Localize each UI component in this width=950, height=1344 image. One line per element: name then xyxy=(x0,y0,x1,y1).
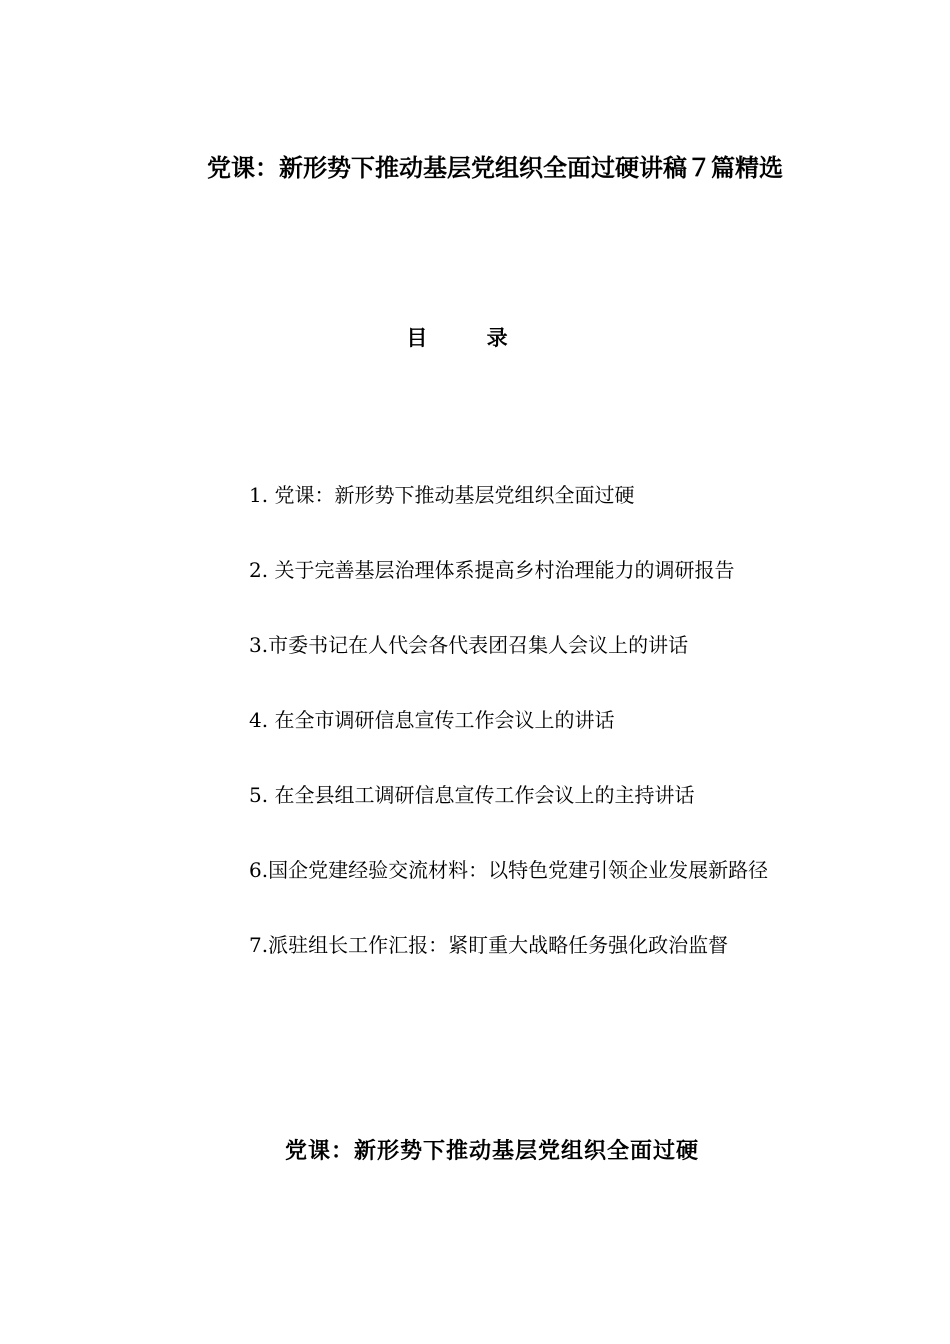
document-title: 党课：新形势下推动基层党组织全面过硬讲稿７篇精选 xyxy=(207,154,783,182)
toc-item-3: 3.市委书记在人代会各代表团召集人会议上的讲话 xyxy=(249,633,689,657)
toc-item-2: 2. 关于完善基层治理体系提高乡村治理能力的调研报告 xyxy=(249,558,735,582)
table-of-contents xyxy=(249,478,768,1003)
toc-item-6: 6.国企党建经验交流材料：以特色党建引领企业发展新路径 xyxy=(249,858,769,882)
toc-item-5: 5. 在全县组工调研信息宣传工作会议上的主持讲话 xyxy=(249,783,695,807)
toc-item-1: 1. 党课：新形势下推动基层党组织全面过硬 xyxy=(249,483,635,507)
section-title: 党课：新形势下推动基层党组织全面过硬 xyxy=(285,1138,700,1164)
toc-item-7: 7.派驻组长工作汇报：紧盯重大战略任务强化政治监督 xyxy=(249,933,729,957)
toc-heading: 目 录 xyxy=(406,326,534,350)
toc-item-4: 4. 在全市调研信息宣传工作会议上的讲话 xyxy=(249,708,615,732)
